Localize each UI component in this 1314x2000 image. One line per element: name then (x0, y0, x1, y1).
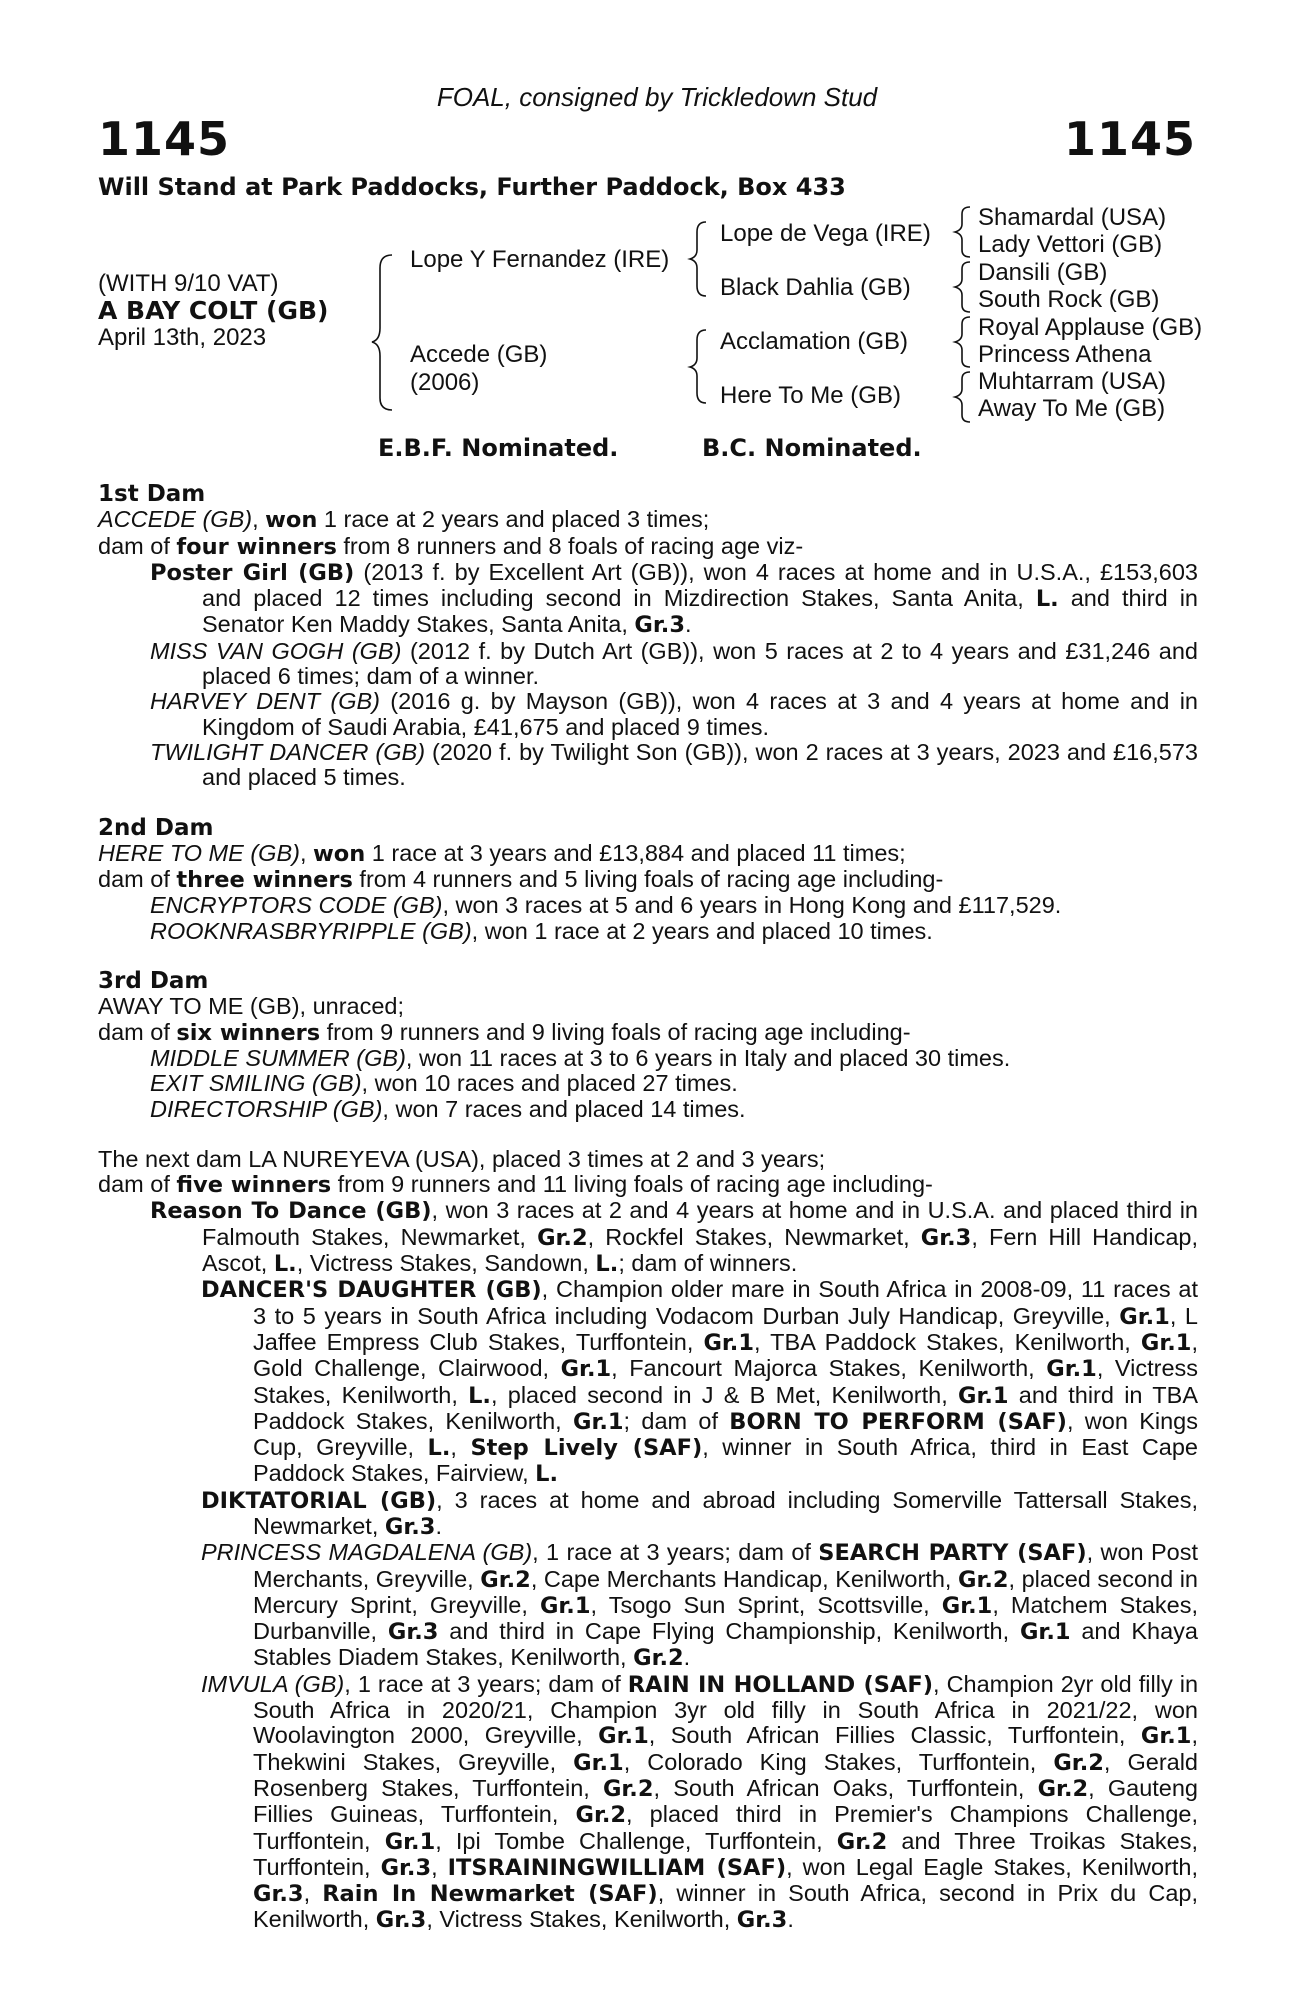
grade-label: L. (535, 1461, 559, 1488)
produce-name: ENCRYPTORS CODE (GB) (150, 892, 443, 919)
dam-of-suffix: from 9 runners and 11 living foals of racing age including- (331, 1171, 933, 1198)
grade-label: Gr.3 (384, 1513, 436, 1540)
produce-text: , placed third in Premier's Champions Challenge, Turffontein, (253, 1801, 1198, 1854)
grandparent-2: Lady Vettori (GB) (978, 231, 1163, 258)
produce-name: MISS VAN GOGH (GB) (150, 637, 402, 664)
produce-entry (98, 560, 1198, 639)
horse-name: A BAY COLT (GB) (98, 296, 329, 325)
produce-text: , won 11 races at 3 to 6 years in Italy and placed 30 times. (405, 1044, 1011, 1071)
produce-name: PRINCESS MAGDALENA (GB) (201, 1539, 533, 1566)
produce-text: , (431, 1853, 448, 1880)
produce-text: . (684, 611, 692, 638)
produce-name: DANCER'S DAUGHTER (GB) (201, 1277, 542, 1304)
produce-name: Reason To Dance (GB) (150, 1198, 432, 1225)
first-dam-record: ACCEDE (GB), won 1 race at 2 years and placed 3 times; (98, 506, 710, 534)
bc-nomination: B.C. Nominated. (702, 434, 922, 462)
first-dam-heading: 1st Dam (98, 481, 206, 507)
dam-dam: Here To Me (GB) (720, 382, 901, 409)
produce-text: . (787, 1906, 794, 1933)
grade-label: Gr.1 (1119, 1303, 1170, 1330)
grade-label: L. (1035, 586, 1059, 613)
grade-label: Gr.1 (941, 1592, 993, 1619)
produce-text: and Three Troikas Stakes, Turffontein, (253, 1827, 1199, 1880)
produce-entry (98, 1488, 1198, 1541)
grade-label: Gr.2 (836, 1828, 888, 1855)
produce-name: Rain In Newmarket (SAF) (322, 1881, 658, 1908)
next-dam-record: The next dam LA NUREYEVA (USA), placed 3 times at 2 and 3 years; (98, 1145, 826, 1172)
next-dam-produce-summary (98, 1172, 1198, 1198)
dam-of-suffix: from 9 runners and 9 living foals of racing age including- (320, 1018, 911, 1045)
grade-label: Gr.2 (957, 1566, 1009, 1593)
vat-note: (WITH 9/10 VAT) (98, 270, 279, 297)
foaling-date: April 13th, 2023 (98, 324, 267, 351)
lot-number-left: 1145 (98, 112, 231, 166)
grade-label: Gr.2 (633, 1645, 684, 1672)
grade-label: Gr.3 (375, 1907, 427, 1934)
grade-label: Gr.2 (575, 1802, 627, 1829)
sire-sire: Lope de Vega (IRE) (720, 220, 931, 247)
produce-name: DIKTATORIAL (GB) (201, 1487, 437, 1514)
grade-label: Gr.3 (387, 1619, 439, 1646)
grade-label: L. (273, 1251, 297, 1278)
winners-count: five winners (176, 1172, 332, 1199)
dam: Accede (GB) (410, 341, 548, 368)
produce-entry (98, 689, 1198, 740)
produce-text: , 1 race at 3 years; dam of (344, 1670, 628, 1697)
dam-sire: Acclamation (GB) (720, 328, 909, 355)
catalogue-body (98, 482, 1198, 1934)
second-dam-heading: 2nd Dam (98, 814, 214, 841)
produce-text: . (435, 1512, 442, 1539)
produce-name: Step Lively (SAF) (470, 1435, 703, 1462)
produce-text: , placed second in J & B Met, Kenilworth, (490, 1381, 958, 1408)
produce-text: , Gerald Rosenberg Stakes, Turffontein, (253, 1748, 1199, 1801)
produce-text: , Victress Stakes, Sandown, (296, 1250, 596, 1277)
winners-count: six winners (176, 1019, 321, 1046)
produce-text: , won Kings Cup, Greyville, (253, 1407, 1198, 1461)
bracket-g1 (955, 207, 970, 257)
produce-entry (98, 1672, 1198, 1934)
third-dam-produce-summary (98, 1020, 1198, 1046)
produce-text: . (683, 1644, 691, 1671)
produce-text: ; dam of (623, 1407, 730, 1434)
produce-name: IMVULA (GB) (201, 1670, 345, 1697)
grade-label: Gr.1 (1140, 1329, 1192, 1356)
produce-text: , Gauteng Fillies Guineas, Turffontein, (253, 1774, 1198, 1828)
produce-text: , Colorado King Stakes, Turffontein, (623, 1748, 1054, 1775)
produce-text: and third in Cape Flying Championship, Kenilworth, (438, 1618, 1020, 1645)
sire: Lope Y Fernandez (IRE) (410, 246, 670, 273)
grade-label: Gr.1 (384, 1828, 436, 1855)
grade-label: Gr.2 (602, 1775, 654, 1802)
grandparent-1: Shamardal (USA) (978, 204, 1167, 231)
produce-entry (98, 639, 1198, 690)
grade-label: L. (468, 1382, 491, 1409)
produce-text: , won Post Merchants, Greyville, (253, 1539, 1198, 1592)
grandparent-7: Muhtarram (USA) (978, 368, 1167, 395)
produce-name: ROOKNRASBRYRIPPLE (GB) (150, 917, 472, 944)
produce-text: , Matchem Stakes, Durbanville, (253, 1591, 1198, 1645)
produce-name: EXIT SMILING (GB) (150, 1070, 362, 1097)
produce-name: DIRECTORSHIP (GB) (150, 1095, 383, 1122)
bracket-g2 (955, 262, 970, 312)
dam-of-suffix: from 4 runners and 5 living foals of racing age including- (352, 866, 944, 893)
produce-name: TWILIGHT DANCER (GB) (150, 738, 426, 765)
produce-text: , won Legal Eagle Stakes, Kenilworth, (786, 1853, 1198, 1880)
grandparent-5: Royal Applause (GB) (978, 314, 1203, 341)
produce-name: HARVEY DENT (GB) (150, 688, 380, 715)
produce-text: , Victress Stakes, Kenilworth, (426, 1906, 737, 1933)
produce-entry (98, 1540, 1198, 1671)
dam-of-prefix: dam of (98, 1171, 177, 1198)
dam-of-prefix: dam of (98, 866, 177, 893)
grade-label: L. (595, 1251, 619, 1278)
produce-text: , 3 races at home and abroad including Somerville Tattersall Stakes, Newmarket, (253, 1486, 1198, 1539)
produce-text: , Tsogo Sun Sprint, Scottsville, (590, 1591, 942, 1618)
produce-text: and Khaya Stables Diadem Stakes, Kenilworth, (253, 1618, 1198, 1671)
grade-label: Gr.1 (598, 1723, 649, 1750)
produce-entry (98, 919, 1198, 944)
grade-label: Gr.3 (920, 1224, 972, 1251)
produce-text: and third in TBA Paddock Stakes, Kenilworth, (253, 1381, 1198, 1434)
grade-label: Gr.2 (1037, 1775, 1089, 1802)
produce-text: , Fern Hill Handicap, Ascot, (202, 1223, 1199, 1277)
first-dam-produce-summary (98, 534, 1198, 560)
produce-text: , Ipi Tombe Challenge, Turffontein, (435, 1827, 837, 1854)
produce-text: , Rockfel Stakes, Newmarket, (587, 1223, 921, 1250)
produce-entry (98, 893, 1198, 918)
grade-label: Gr.1 (573, 1749, 624, 1776)
produce-text: , Cape Merchants Handicap, Kenilworth, (530, 1565, 958, 1592)
bracket-dam (690, 330, 706, 403)
lot-number-right: 1145 (1063, 112, 1196, 166)
bracket-g3 (955, 317, 970, 367)
bracket-main (372, 255, 392, 410)
third-dam-record: AWAY TO ME (GB), unraced; (98, 993, 405, 1020)
produce-text: , winner in South Africa, second in Prix du Cap, Kenilworth, (253, 1880, 1198, 1933)
grade-label: Gr.3 (736, 1907, 788, 1934)
dam-of-prefix: dam of (98, 532, 177, 559)
grade-label: Gr.1 (958, 1382, 1009, 1409)
produce-name: SEARCH PARTY (SAF) (818, 1540, 1087, 1567)
grade-label: Gr.1 (1046, 1356, 1097, 1383)
dam-year: (2006) (410, 369, 480, 396)
sire-dam: Black Dahlia (GB) (720, 274, 911, 301)
grade-label: Gr.2 (480, 1566, 531, 1593)
grade-label: Gr.1 (572, 1408, 624, 1435)
produce-text: , Gold Challenge, Clairwood, (253, 1328, 1198, 1382)
produce-name: MIDDLE SUMMER (GB) (150, 1044, 406, 1071)
produce-text: , placed second in Mercury Sprint, Greyville, (253, 1565, 1199, 1618)
first-dam-record-text: 1 race at 2 years and placed 3 times; (317, 506, 710, 533)
produce-text: , won 3 races at 2 and 4 years at home and in U.S.A. and placed third in Falmouth Stakes, Newmarket, (202, 1197, 1198, 1250)
dam-of-suffix: from 8 runners and 8 foals of racing age viz- (336, 532, 804, 559)
produce-entry (98, 1046, 1198, 1071)
produce-text: , won 1 race at 2 years and placed 10 times. (471, 917, 933, 944)
produce-text: (2016 g. by Mayson (GB)), won 4 races at 3 and 4 years at home and in Kingdom of Saudi Arabia, £41,675 and placed 9 times. (202, 688, 1198, 740)
grade-label: Gr.2 (537, 1224, 588, 1251)
grandparent-6: Princess Athena (978, 341, 1152, 368)
produce-text: , Champion 2yr old filly in South Africa in 2020/21, Champion 3yr old filly in South Africa in 2021/22, won Woolavington 2000, Greyville, (253, 1670, 1199, 1749)
bracket-sire (690, 222, 706, 296)
produce-text: (2013 f. by Excellent Art (GB)), won 4 races at home and in U.S.A., £153,603 and placed 12 times including second in Mizdirection Stakes, Santa Anita, (202, 558, 1198, 612)
produce-text: , Thekwini Stakes, Greyville, (253, 1722, 1198, 1775)
grandparent-4: South Rock (GB) (978, 286, 1160, 313)
first-dam-name: ACCEDE (GB) (98, 506, 253, 533)
produce-name: RAIN IN HOLLAND (SAF) (627, 1671, 934, 1698)
produce-name: ITSRAININGWILLIAM (SAF) (447, 1854, 787, 1881)
produce-entry (98, 740, 1198, 791)
produce-text: , won 7 races and placed 14 times. (382, 1095, 746, 1122)
second-dam-record-text: 1 race at 3 years and £13,884 and placed 11 times; (365, 839, 906, 866)
grandparent-8: Away To Me (GB) (978, 395, 1166, 422)
produce-text: , TBA Paddock Stakes, Kenilworth, (754, 1328, 1141, 1355)
second-dam-won: won (313, 840, 366, 867)
grade-label: Gr.2 (1053, 1749, 1104, 1776)
produce-text: and third in Senator Ken Maddy Stakes, Santa Anita, (202, 585, 1198, 638)
produce-text: , (450, 1434, 471, 1461)
winners-count: three winners (176, 867, 353, 894)
grade-label: Gr.3 (634, 612, 685, 639)
grade-label: Gr.1 (560, 1356, 612, 1383)
grade-label: Gr.3 (253, 1881, 304, 1908)
bracket-g4 (955, 372, 970, 422)
grade-label: L. (427, 1435, 451, 1462)
produce-text: (2012 f. by Dutch Art (GB)), won 5 races at 2 to 4 years and £31,246 and placed 6 times; dam of a winner. (202, 637, 1198, 690)
grade-label: Gr.3 (380, 1854, 432, 1881)
second-dam-name: HERE TO ME (GB) (98, 839, 300, 866)
produce-entry (98, 1097, 1198, 1122)
winners-count: four winners (176, 533, 337, 560)
produce-text: , South African Fillies Classic, Turffontein, (648, 1722, 1141, 1749)
first-dam-won: won (265, 507, 318, 534)
produce-text: , South African Oaks, Turffontein, (653, 1774, 1038, 1801)
produce-text: , Victress Stakes, Kenilworth, (253, 1355, 1199, 1408)
produce-text: , (303, 1880, 323, 1907)
third-dam-heading: 3rd Dam (98, 968, 209, 995)
grade-label: Gr.1 (1019, 1619, 1071, 1646)
grade-label: Gr.1 (539, 1592, 591, 1619)
produce-text: , L Jaffee Empress Club Stakes, Turffontein, (253, 1302, 1198, 1355)
produce-text: (2020 f. by Twilight Son (GB)), won 2 races at 3 years, 2023 and £16,573 and placed 5 times. (202, 738, 1198, 791)
produce-text: ; dam of winners. (618, 1250, 798, 1277)
produce-text: , Champion older mare in South Africa in 2008-09, 11 races at 3 to 5 years in South Africa including Vodacom Durban July Handicap, Greyville, (253, 1276, 1198, 1329)
produce-entry (98, 1277, 1198, 1487)
produce-text: , won 10 races and placed 27 times. (361, 1070, 738, 1097)
produce-name: BORN TO PERFORM (SAF) (729, 1408, 1067, 1435)
ebf-nomination: E.B.F. Nominated. (378, 434, 619, 462)
grandparent-3: Dansili (GB) (978, 259, 1108, 286)
produce-text: , won 3 races at 5 and 6 years in Hong Kong and £117,529. (442, 892, 1062, 919)
stand-location: Will Stand at Park Paddocks, Further Paddock, Box 433 (98, 173, 846, 201)
produce-text: , 1 race at 3 years; dam of (532, 1539, 819, 1566)
grade-label: Gr.1 (1140, 1723, 1192, 1750)
produce-entry (98, 1071, 1198, 1096)
dam-of-prefix: dam of (98, 1018, 177, 1045)
grade-label: Gr.1 (703, 1329, 755, 1356)
consignor-line: FOAL, consigned by Trickledown Stud (436, 82, 878, 112)
produce-entry (98, 1198, 1198, 1277)
second-dam-record: HERE TO ME (GB), won 1 race at 3 years and £13,884 and placed 11 times; (98, 839, 906, 867)
produce-name: Poster Girl (GB) (150, 559, 355, 586)
second-dam-produce-summary (98, 867, 1198, 893)
produce-text: , Fancourt Majorca Stakes, Kenilworth, (611, 1355, 1047, 1382)
produce-text: , winner in South Africa, third in East Cape Paddock Stakes, Fairview, (253, 1434, 1199, 1487)
